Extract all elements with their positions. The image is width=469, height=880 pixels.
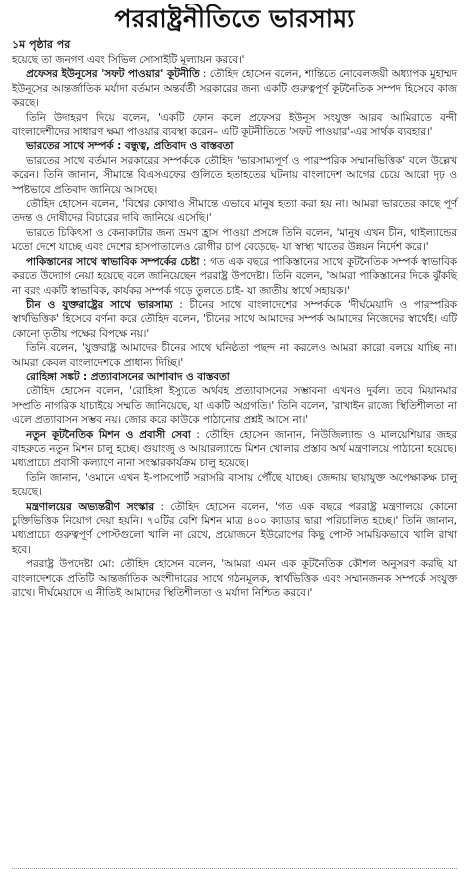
article-body <box>12 53 457 600</box>
article-headline: পররাষ্ট্রনীতিতে ভারসাম্য <box>114 4 355 33</box>
article-paragraph <box>12 500 457 558</box>
paragraph-text: তিনি জানান, 'ওমানে এখন ই-পাসপোর্ট সরাসরি বাসায় পৌঁছে যাচ্ছে। জেদ্দায় ছায়াযুক্ত অপেক্ষাকক্ষ চালু হয়েছে। <box>12 471 457 499</box>
paragraph-text: তৌহিদ হোসেন বলেন, 'রোহিঙ্গা ইস্যুতে অর্থবহ প্রত্যাবাসনের সম্ভাবনা এখনও দুর্বল। তবে মিয়ানমার সম্প্রতি নাগরিক যাচাইয়ে সম্মতি জানিয়েছে, যা একটি অগ্রগতি।' তিনি বলেন, 'রাখাইন রাজ্যে স্থিতিশীলতা না এলে প্রত্যাবাসন সম্ভব নয়। জোর করে কাউকে পাঠানোর প্রশ্নই আসে না।' <box>12 385 457 427</box>
section-subheading: মন্ত্রণালয়ের অভ্যন্তরীণ সংস্কার <box>26 500 154 513</box>
section-subheading: পাকিস্তানের সাথে স্বাভাবিক সম্পর্কের চেষ্টা <box>26 255 200 268</box>
section-subheading: রোহিঙ্গা সঙ্কট : প্রত্যাবাসনের আশাবাদ ও বাস্তবতা <box>26 370 230 383</box>
article-paragraph <box>12 53 457 67</box>
article-paragraph <box>12 255 457 298</box>
paragraph-text: : তৌহিদ হোসেন বলেন, 'গত এক বছরে পররাষ্ট্র মন্ত্রণালয়ে কোনো চুক্তিভিত্তিক নিয়োগ দেয়া হয়নি। ৭০টির বেশি মিশন মাত্র ৪০০ ক্যাডার দ্বারা পরিচালিত হচ্ছে।' তিনি জানান, মধ্যপ্রাচ্যে গুরুত্বপূর্ণ পোস্টগুলো খালি না রেখে, প্রয়োজনে ইউরোপের কিছু পোস্ট সাময়িকভাবে খালি রাখা হবে। <box>12 500 457 556</box>
paragraph-text: পররাষ্ট্র উপদেষ্টা মো: তৌহিদ হোসেন বলেন, 'আমরা এমন এক কূটনৈতিক কৌশল অনুসরণ করছি যা বাংলাদেশকে প্রতিটি আন্তর্জাতিক অংশীদারের সাথে গঠনমূলক, স্বার্থভিত্তিক এবং সম্মানজনক সম্পর্কে সংযুক্ত রাখে। দীর্ঘমেয়াদে এ নীতিই আমাদের স্থিতিশীলতা ও মর্যাদা নিশ্চিত করবে।' <box>12 558 457 600</box>
paragraph-text: : গত এক বছরে পাকিস্তানের সাথে কূটনৈতিক সম্পর্ক স্বাভাবিক করতে উদ্যোগ নেয়া হয়েছে বলে জানিয়েছেন পররাষ্ট্র উপদেষ্টা। তিনি বলেন, 'আমরা পাকিস্তানের দিকে ঝুঁকছি না বরং একটি স্বাভাবিক, কার্যকর সম্পর্ক গড়ে তুলতে চাই- যা জাতীয় স্বার্থে সহায়ক।' <box>12 255 457 297</box>
section-heading <box>12 139 457 153</box>
article-paragraph <box>12 154 457 197</box>
article-paragraph <box>12 226 457 255</box>
paragraph-text: হয়েছে তা জনগণ এবং সিভিল সোসাইটি মূল্যায়ন করবে।' <box>12 54 245 66</box>
paragraph-text: : চীনের সাথে বাংলাদেশের সম্পর্ককে 'দীর্ঘমেয়াদি ও পারস্পরিক স্বার্থভিত্তিক' হিসেবে বর্ণনা করে তৌহিদ বলেন, 'চীনের সাথে আমাদের সম্পর্ক আমাদের নিজেদের স্বার্থেই। এটি কোনো তৃতীয় পক্ষের বিপক্ষে নয়।' <box>12 298 457 340</box>
page-bottom-rule <box>12 868 457 877</box>
article-paragraph <box>12 298 457 341</box>
paragraph-text: তৌহিদ হোসেন বলেন, 'বিশ্বের কোথাও সীমান্তে এভাবে মানুষ হত্যা করা হয় না। আমরা ভারতের কাছে পূর্ণ তদন্ত ও দোষীদের বিচারের দাবি জানিয়ে এসেছি।' <box>12 198 458 225</box>
section-subheading: প্রফেসর ইউনূসের 'সফট পাওয়ার' কূটনীতি <box>26 68 200 81</box>
section-subheading: নতুন কূটনৈতিক মিশন ও প্রবাসী সেবা <box>26 428 191 441</box>
article-paragraph <box>12 428 457 471</box>
article-paragraph <box>12 384 457 427</box>
paragraph-text: : তৌহিদ হোসেন জানান, নিউজিল্যান্ড ও মালয়েশিয়ার জহর বাহরুতে নতুন মিশন চালু হচ্ছে। গুয়াংজু ও আয়ারল্যান্ডে মিশন খোলার প্রস্তাব অর্থ মন্ত্রণালয়ে পাঠানো হয়েছে। মধ্যপ্রাচ্যে প্রবাসী কল্যাণে নানা সংস্কারকার্যক্রম চালু হয়েছে। <box>12 428 457 470</box>
article-paragraph <box>12 111 457 140</box>
article-paragraph <box>12 67 457 110</box>
paragraph-text: ভারতে চিকিৎসা ও কেনাকাটার জন্য ভ্রমণ হ্রাস পাওয়া প্রসঙ্গে তিনি বলেন, 'মানুষ এখন চীন, থাইল্যান্ডের মতো দেশে যাচ্ছে এবং দেশের হাসপাতালেও রোগীর চাপ বেড়েছে- যা স্বাস্থ্য খাতের উন্নয়ন নির্দেশ করে।' <box>12 226 457 254</box>
paragraph-text: তিনি উদাহরণ দিয়ে বলেন, 'একটি ফোন কলে প্রফেসর ইউনূস সংযুক্ত আরব আমিরাতে বন্দী বাংলাদেশীদের সাধারণ ক্ষমা পাওয়ার ব্যবস্থা করেন– এটি কূটনীতিতে 'সফট পাওয়ার'-এর সার্থক ব্যবহার।' <box>12 111 457 139</box>
article-paragraph <box>12 471 457 500</box>
paragraph-text: ভারতের সাথে বর্তমান সরকারের সম্পর্ককে তৌহিদ 'ভারসাম্যপূর্ণ ও পারস্পরিক সম্মানভিত্তিক' বলে উল্লেখ করেন। তিনি জানান, সীমান্তে বিএসএফের গুলিতে হতাহতের ঘটনায় বাংলাদেশ আগের চেয়ে আরো দৃঢ় ও স্পষ্টভাবে প্রতিবাদ জানিয়ে আসছে। <box>12 154 457 196</box>
article-paragraph <box>12 341 457 370</box>
section-subheading: চীন ও যুক্তরাষ্ট্রের সাথে ভারসাম্য <box>26 298 173 311</box>
article-paragraph <box>12 197 457 226</box>
continued-from-label: ১ম পৃষ্ঠার পর <box>12 38 71 51</box>
section-subheading: ভারতের সাথে সম্পর্ক : বন্ধুত্ব, প্রতিবাদ ও বাস্তবতা <box>26 140 234 153</box>
article-paragraph <box>12 557 457 600</box>
paragraph-text: : তৌহিদ হোসেন বলেন, শান্তিতে নোবেলজয়ী অধ্যাপক মুহাম্মদ ইউনূসের আন্তর্জাতিক মর্যাদা বর্তমান অন্তর্বর্তী সরকারের জন্য একটি গুরুত্বপূর্ণ কূটনৈতিক সম্পদ হিসেবে কাজ করছে। <box>12 68 457 110</box>
section-heading <box>12 370 457 384</box>
paragraph-text: তিনি বলেন, 'যুক্তরাষ্ট্র আমাদের চীনের সাথে ঘনিষ্ঠতা পছন্দ না করলেও আমরা কারো বলয়ে যাচ্ছি না। আমরা কেবল বাংলাদেশকে প্রাধান্য দিচ্ছি।' <box>12 342 457 369</box>
